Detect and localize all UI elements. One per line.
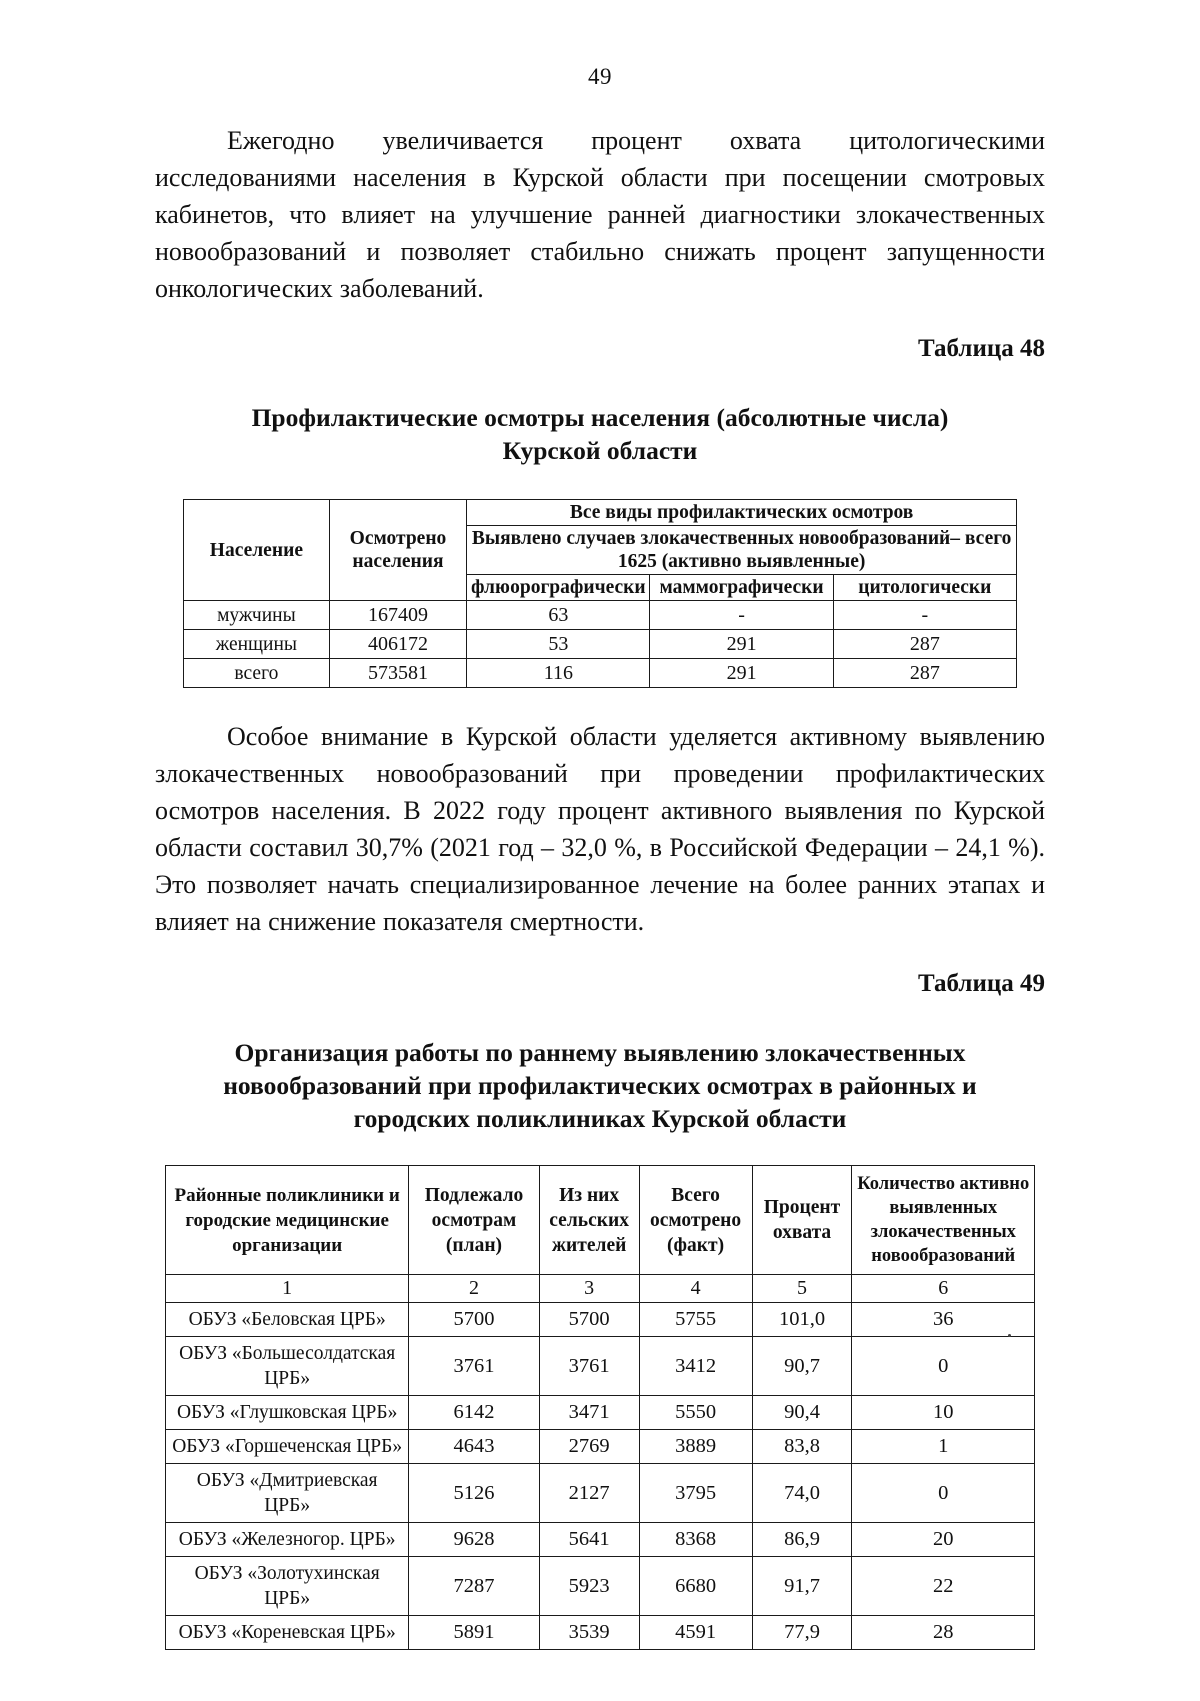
cell-percent: 101,0	[752, 1303, 852, 1337]
cell-fact: 8368	[639, 1523, 752, 1557]
cell-fact: 3795	[639, 1464, 752, 1523]
column-number-5: 5	[752, 1275, 852, 1303]
cell-percent: 90,7	[752, 1337, 852, 1396]
cell-fluorography: 63	[467, 601, 650, 630]
cell-organization: ОБУЗ «Горшеченская ЦРБ»	[166, 1430, 409, 1464]
header-organizations: Районные поликлиники и городские медицинские организации	[166, 1166, 409, 1275]
cell-fact: 4591	[639, 1616, 752, 1650]
column-number-3: 3	[539, 1275, 639, 1303]
table-49-column-number-row	[166, 1275, 1035, 1303]
column-number-6: 6	[852, 1275, 1035, 1303]
cell-plan: 6142	[409, 1396, 539, 1430]
cell-rural: 3471	[539, 1396, 639, 1430]
cell-organization: ОБУЗ «Глушковская ЦРБ»	[166, 1396, 409, 1430]
cell-plan: 5700	[409, 1303, 539, 1337]
cell-fact: 3889	[639, 1430, 752, 1464]
cell-fluorography: 53	[467, 630, 650, 659]
table-48-title-line1: Профилактические осмотры населения (абсолютные числа)	[251, 403, 949, 432]
cell-plan: 9628	[409, 1523, 539, 1557]
cell-organization: ОБУЗ «Дмитриевская ЦРБ»	[166, 1464, 409, 1523]
cell-organization: ОБУЗ «Кореневская ЦРБ»	[166, 1616, 409, 1650]
table-row	[166, 1430, 1035, 1464]
page-number: 49	[588, 64, 612, 89]
cell-plan: 4643	[409, 1430, 539, 1464]
table-49-title-line2: новообразований при профилактических осмотрах в районных и	[223, 1071, 977, 1100]
cell-detected: 0	[852, 1337, 1035, 1396]
column-number-1: 1	[166, 1275, 409, 1303]
cell-detected: 1	[852, 1430, 1035, 1464]
table-row	[166, 1396, 1035, 1430]
table-49-title-line1: Организация работы по раннему выявлению злокачественных	[234, 1038, 966, 1067]
table-row	[184, 601, 1017, 630]
column-number-2: 2	[409, 1275, 539, 1303]
cell-rural: 2769	[539, 1430, 639, 1464]
cell-fluorography: 116	[467, 659, 650, 688]
scan-artifact-dot	[1008, 1334, 1011, 1337]
paragraph-active-detection: Особое внимание в Курской области уделяется активному выявлению злокачественных новообразований при проведении профилактических осмотров населения. В 2022 году процент активного выявления по Курской области составил 30,7% (2021 год – 32,0 %, в Российской Федерации – 24,1 %). Это позволяет начать специализированное лечение на более ранних этапах и влияет на снижение показателя смертности.	[155, 722, 1045, 936]
cell-examined: 406172	[329, 630, 466, 659]
cell-mammography: -	[650, 601, 833, 630]
table-48-wrapper	[155, 499, 1045, 688]
table-row	[184, 630, 1017, 659]
table-49-wrapper	[155, 1165, 1045, 1650]
table-49-body	[166, 1303, 1035, 1650]
cell-mammography: 291	[650, 659, 833, 688]
cell-cytology: 287	[833, 659, 1016, 688]
cell-plan: 3761	[409, 1337, 539, 1396]
row-label: всего	[184, 659, 330, 688]
cell-organization: ОБУЗ «Золотухинская ЦРБ»	[166, 1557, 409, 1616]
header-fact: Всего осмотрено (факт)	[639, 1166, 752, 1275]
table-48-caption: Таблица 48	[917, 335, 1045, 362]
cell-rural: 5700	[539, 1303, 639, 1337]
cell-mammography: 291	[650, 630, 833, 659]
cell-percent: 90,4	[752, 1396, 852, 1430]
table-49-title-line3: городских поликлиниках Курской области	[353, 1104, 847, 1133]
table-48-header-row-1	[184, 500, 1017, 526]
header-population: Население	[184, 500, 330, 601]
cell-rural: 5923	[539, 1557, 639, 1616]
table-49	[165, 1165, 1035, 1650]
cell-fact: 6680	[639, 1557, 752, 1616]
cell-detected: 0	[852, 1464, 1035, 1523]
header-detected-total: Выявлено случаев злокачественных новообразований– всего 1625 (активно выявленные)	[467, 526, 1017, 575]
table-row	[166, 1557, 1035, 1616]
cell-detected: 28	[852, 1616, 1035, 1650]
cell-organization: ОБУЗ «Беловская ЦРБ»	[166, 1303, 409, 1337]
cell-organization: ОБУЗ «Железногор. ЦРБ»	[166, 1523, 409, 1557]
row-label: мужчины	[184, 601, 330, 630]
table-48	[183, 499, 1017, 688]
cell-detected: 10	[852, 1396, 1035, 1430]
paragraph-intro: Ежегодно увеличивается процент охвата цитологическими исследованиями населения в Курской области при посещении смотровых кабинетов, что влияет на улучшение ранней диагностики злокачественных новообразований и позволяет стабильно снижать процент запущенности онкологических заболеваний.	[155, 126, 1045, 303]
cell-rural: 3539	[539, 1616, 639, 1650]
cell-organization: ОБУЗ «Большесолдатская ЦРБ»	[166, 1337, 409, 1396]
cell-rural: 5641	[539, 1523, 639, 1557]
cell-cytology: -	[833, 601, 1016, 630]
cell-plan: 5891	[409, 1616, 539, 1650]
table-48-title-line2: Курской области	[502, 436, 698, 465]
table-row	[166, 1303, 1035, 1337]
header-mammography: маммографически	[650, 575, 833, 601]
cell-fact: 5550	[639, 1396, 752, 1430]
cell-percent: 86,9	[752, 1523, 852, 1557]
table-48-body	[184, 601, 1017, 688]
header-all-types: Все виды профилактических осмотров	[467, 500, 1017, 526]
cell-plan: 5126	[409, 1464, 539, 1523]
cell-detected: 36	[852, 1303, 1035, 1337]
cell-cytology: 287	[833, 630, 1016, 659]
table-row	[166, 1523, 1035, 1557]
header-cytology: цитологически	[833, 575, 1016, 601]
table-49-caption: Таблица 49	[917, 970, 1045, 997]
cell-percent: 83,8	[752, 1430, 852, 1464]
table-49-header-row	[166, 1166, 1035, 1275]
cell-detected: 20	[852, 1523, 1035, 1557]
header-percent: Процент охвата	[752, 1166, 852, 1275]
column-number-4: 4	[639, 1275, 752, 1303]
cell-percent: 74,0	[752, 1464, 852, 1523]
header-plan: Подлежало осмотрам (план)	[409, 1166, 539, 1275]
table-row	[166, 1616, 1035, 1650]
header-fluorography: флюорографически	[467, 575, 650, 601]
row-label: женщины	[184, 630, 330, 659]
cell-rural: 3761	[539, 1337, 639, 1396]
table-row	[184, 659, 1017, 688]
header-rural: Из них сельских жителей	[539, 1166, 639, 1275]
cell-plan: 7287	[409, 1557, 539, 1616]
table-row	[166, 1464, 1035, 1523]
cell-percent: 91,7	[752, 1557, 852, 1616]
cell-examined: 573581	[329, 659, 466, 688]
cell-percent: 77,9	[752, 1616, 852, 1650]
header-detected-count: Количество активно выявленных злокачественных новообразований	[852, 1166, 1035, 1275]
cell-fact: 5755	[639, 1303, 752, 1337]
table-row	[166, 1337, 1035, 1396]
header-examined: Осмотрено населения	[329, 500, 466, 601]
cell-detected: 22	[852, 1557, 1035, 1616]
cell-fact: 3412	[639, 1337, 752, 1396]
cell-rural: 2127	[539, 1464, 639, 1523]
cell-examined: 167409	[329, 601, 466, 630]
